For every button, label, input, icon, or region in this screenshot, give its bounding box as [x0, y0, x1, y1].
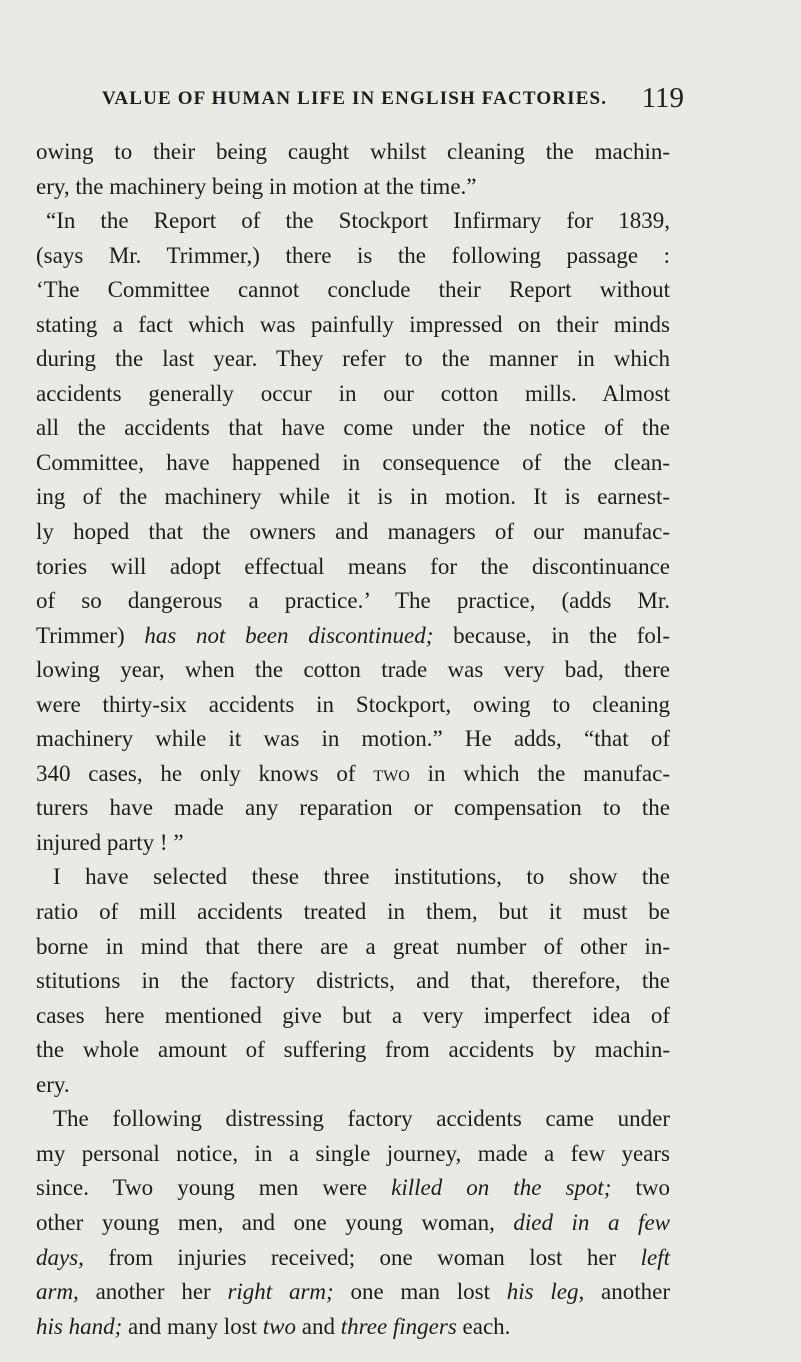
text-line — [36, 1241, 670, 1276]
text-segment: another her — [78, 1279, 228, 1305]
text-line — [36, 722, 670, 757]
italic-text: arm, — [36, 1279, 79, 1305]
text-line — [36, 239, 670, 274]
running-title: VALUE OF HUMAN LIFE IN ENGLISH FACTORIES. — [102, 88, 608, 109]
text-line — [36, 860, 670, 895]
text-segment: because, in the fol- — [433, 622, 670, 648]
text-line — [36, 1137, 670, 1172]
text-segment: were thirty-six accidents in Stockport, owing to cleaning — [36, 691, 670, 717]
text-segment: cases here mentioned give but a very imperfect idea of — [36, 1002, 670, 1028]
text-segment: I have selected these three institutions, to show the — [53, 864, 670, 890]
text-segment: stating a fact which was painfully impressed on their minds — [36, 311, 670, 337]
text-segment: owing to their being caught whilst cleaning the machin- — [36, 139, 670, 164]
text-line — [36, 550, 670, 585]
text-line — [36, 446, 670, 481]
text-line — [36, 1275, 670, 1310]
text-segment: during the last year. They refer to the manner in which — [36, 346, 670, 372]
text-segment: tories will adopt effectual means for the discontinuance — [36, 553, 670, 579]
text-line — [36, 135, 670, 170]
text-segment: Trimmer) — [36, 622, 145, 648]
text-segment: and — [296, 1313, 341, 1339]
text-segment: all the accidents that have come under the notice of the — [36, 415, 670, 441]
text-segment: “In the Report of the Stockport Infirmary for 1839, — [46, 208, 670, 234]
text-line — [36, 757, 670, 792]
text-segment: ery. — [36, 1071, 70, 1097]
text-line — [36, 688, 670, 723]
text-segment: stitutions in the factory districts, and that, therefore, the — [36, 968, 670, 994]
text-segment: borne in mind that there are a great number of other in- — [36, 933, 670, 959]
body-text — [36, 135, 670, 1344]
text-line — [36, 273, 670, 308]
text-segment: two — [611, 1175, 670, 1201]
italic-text: his hand; — [36, 1313, 123, 1339]
text-line — [36, 826, 670, 861]
small-caps-text: two — [373, 760, 410, 786]
text-segment: accidents generally occur in our cotton mills. Almost — [36, 380, 670, 406]
italic-text: died in a few — [513, 1209, 670, 1235]
text-line — [36, 895, 670, 930]
italic-text: three fingers — [340, 1313, 457, 1339]
text-segment: turers have made any reparation or compensation to the — [36, 795, 670, 821]
text-line — [36, 411, 670, 446]
text-line — [36, 515, 670, 550]
text-line — [36, 584, 670, 619]
text-segment: other young men, and one young woman, — [36, 1209, 514, 1235]
text-segment: (says Mr. Trimmer,) there is the following passage : — [36, 242, 670, 268]
text-segment: ratio of mill accidents treated in them, but it must be — [36, 899, 670, 925]
text-segment: in which the manufac- — [409, 760, 670, 786]
text-line — [36, 1171, 670, 1206]
text-line — [36, 619, 670, 654]
text-line — [36, 377, 670, 412]
italic-text: his leg, — [506, 1279, 585, 1305]
text-segment: of so dangerous a practice.’ The practice, (adds Mr. — [36, 588, 670, 614]
text-segment: 340 cases, he only knows of — [36, 760, 374, 786]
running-header — [60, 82, 684, 118]
text-line — [36, 308, 670, 343]
italic-text: left — [640, 1244, 670, 1270]
text-segment: since. Two young men were — [36, 1175, 392, 1201]
text-line — [36, 1206, 670, 1241]
text-segment: lowing year, when the cotton trade was very bad, there — [36, 657, 670, 683]
italic-text: killed on the spot; — [391, 1175, 612, 1201]
text-line — [36, 999, 670, 1034]
text-line — [36, 1102, 670, 1137]
text-line — [36, 1310, 670, 1345]
text-line — [36, 342, 670, 377]
text-segment: each. — [456, 1313, 511, 1339]
text-segment: Committee, have happened in consequence of the clean- — [36, 449, 670, 475]
text-segment: machinery while it was in motion.” He adds, “that of — [36, 726, 670, 752]
text-line — [36, 653, 670, 688]
text-segment: another — [584, 1279, 670, 1305]
text-line — [36, 1033, 670, 1068]
italic-text: right arm; — [227, 1279, 334, 1305]
text-line — [36, 964, 670, 999]
text-segment: from injuries received; one woman lost her — [83, 1244, 641, 1270]
text-segment: and many lost — [122, 1313, 263, 1339]
text-segment: the whole amount of suffering from accidents by machin- — [36, 1037, 670, 1063]
text-line — [36, 204, 670, 239]
text-line — [36, 791, 670, 826]
text-line — [36, 930, 670, 965]
text-segment: ‘The Committee cannot conclude their Report without — [36, 277, 670, 303]
italic-text: days, — [36, 1244, 84, 1270]
text-line — [36, 480, 670, 515]
italic-text: has not been discontinued; — [144, 622, 434, 648]
text-line — [36, 1068, 670, 1103]
text-line — [36, 170, 670, 205]
text-segment: ing of the machinery while it is in motion. It is earnest- — [36, 484, 670, 510]
text-segment: one man lost — [333, 1279, 507, 1305]
text-segment: The following distressing factory accidents came under — [53, 1106, 670, 1132]
italic-text: two — [262, 1313, 297, 1339]
text-segment: ery, the machinery being in motion at the time.” — [36, 173, 477, 199]
page-number: 119 — [641, 82, 684, 114]
text-segment: ly hoped that the owners and managers of our manufac- — [36, 519, 670, 545]
text-segment: my personal notice, in a single journey, made a few years — [36, 1140, 670, 1166]
text-segment: injured party ! ” — [36, 829, 184, 855]
